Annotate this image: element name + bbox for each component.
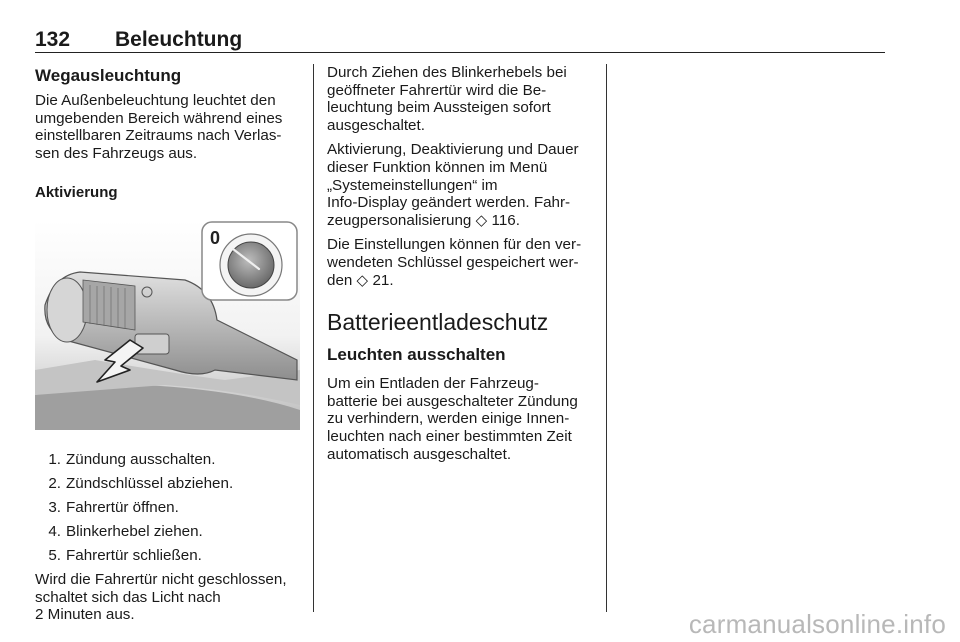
subsection-title-lights-off: Leuchten ausschalten <box>327 345 506 365</box>
watermark: carmanualsonline.info <box>688 609 946 639</box>
page-number: 132 <box>35 28 71 51</box>
activation-steps <box>35 451 300 565</box>
list-item: 4. Blinkerhebel ziehen. <box>48 522 203 540</box>
page-header <box>35 28 885 53</box>
chapter-title: Beleuchtung <box>115 28 243 51</box>
list-item: 5. Fahrertür schließen. <box>48 546 202 564</box>
section-heading: Wegausleuchtung <box>35 66 182 85</box>
column-divider-left <box>313 64 314 612</box>
list-item: 2. Zündschlüssel abziehen. <box>48 474 234 492</box>
list-item: 1. Zündung ausschalten. <box>48 450 216 468</box>
paragraph-settings: Aktivierung, Deaktivierung und Dauer dieser Funktion können im Menü „Systemeinstellungen“ im Info-Display geändert werden. Fahr- zeugpersonalisierung ◇ 116. <box>327 141 579 229</box>
ignition-inset <box>202 222 297 300</box>
right-column <box>327 64 593 470</box>
paragraph-battery: Um ein Entladen der Fahrzeug- batterie bei ausgeschalteter Zündung zu verhindern, werden einige Innen- leuchten nach einer bestimmten Zeit automatisch ausgeschaltet. <box>327 375 578 463</box>
column-divider-right <box>606 64 607 612</box>
note-paragraph: Wird die Fahrertür nicht geschlossen, schaltet sich das Licht nach 2 Minuten aus. <box>35 571 287 624</box>
paragraph-cancel: Durch Ziehen des Blinkerhebels bei geöffneter Fahrertür wird die Be- leuchtung beim Aussteigen sofort ausgeschaltet. <box>327 64 567 134</box>
left-column <box>35 64 300 631</box>
paragraph-key-storage: Die Einstellungen können für den ver- wendeten Schlüssel gespeichert wer- den ◇ 21. <box>327 236 582 289</box>
subheading-activation: Aktivierung <box>35 184 118 202</box>
section-title-battery: Batterieentladeschutz <box>327 309 549 336</box>
list-item: 3. Fahrertür öffnen. <box>48 498 179 516</box>
ignition-off-symbol: 0 <box>210 227 221 248</box>
intro-paragraph: Die Außenbeleuchtung leuchtet den umgebenden Bereich während eines einstellbaren Zeitraums nach Verlas- sen des Fahrzeugs aus. <box>35 92 283 162</box>
turn-signal-lever-illustration <box>35 220 300 430</box>
